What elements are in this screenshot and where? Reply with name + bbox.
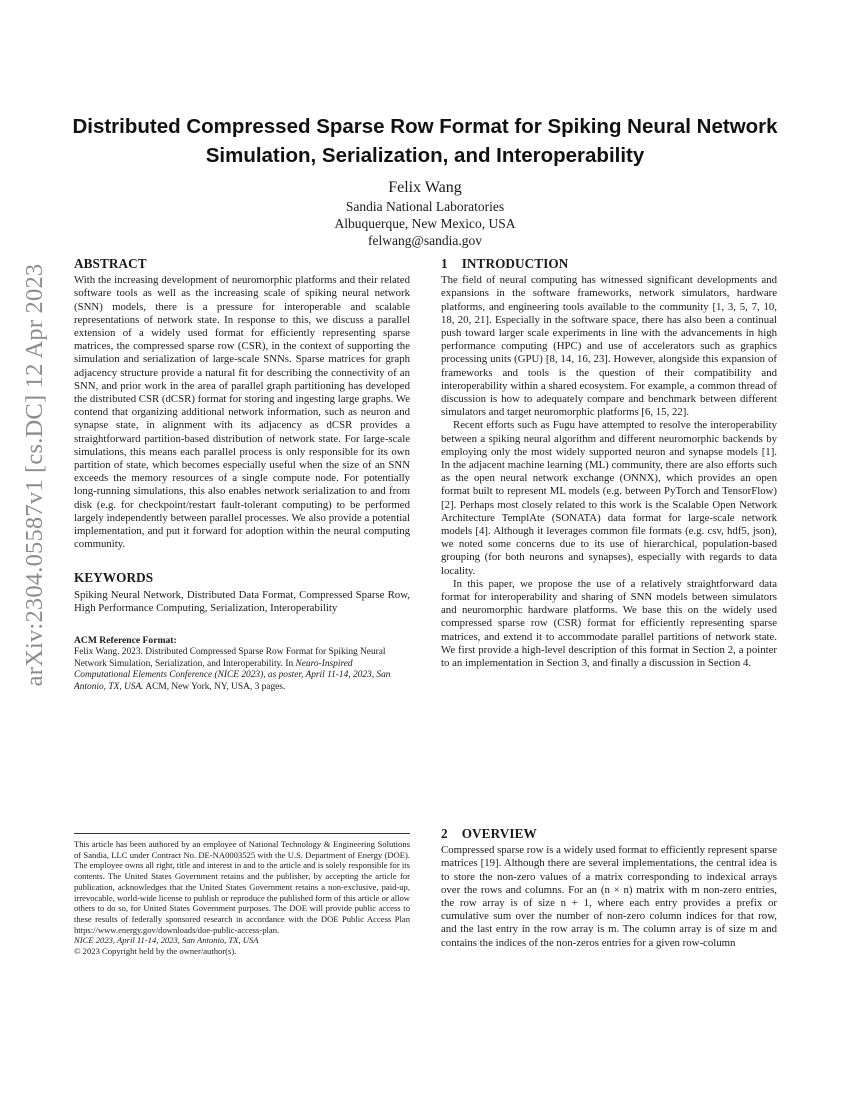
copyright-footnote (74, 833, 410, 957)
author-name: Felix Wang (388, 179, 462, 196)
left-column (74, 257, 410, 694)
overview-number: 2 (441, 826, 448, 841)
abstract-text: With the increasing development of neuromorphic platforms and their related software tools as well as the increasing scale of spiking neural network (SNN) models, there is a pressure for interoperable and scalable representations of network state. In response to this, we discuss a parallel extension of a widely used format for efficiently representing sparse matrices, the compressed sparse row (CSR), in the context of supporting the simulation and serialization of large-scale SNNs. Sparse matrices for graph adjacency structure provide a natural fit for describing the connectivity of an SNN, and prior work in the area of parallel graph partitioning has developed the distributed CSR (dCSR) format for storing and ingesting large graphs. We contend that organizing additional network information, such as neuron and synapse state, in alignment with its adjacency as dCSR provides a straightforward partition-based distribution of network state. For large-scale simulations, this means each parallel process is only responsible for its own partition of state, which becomes especially useful when the size of an SNN exceeds the memory resources of a single compute node. For potentially long-running simulations, this also enables network serialization to and from disk (e.g. for checkpoint/restart fault-tolerant computing) to be performed largely independently between parallel processes. We also provide a potential implementation, and put it forward for adoption within the neural computing community. (74, 274, 410, 551)
author-affiliation: Sandia National Laboratories (345, 199, 505, 214)
introduction-title: INTRODUCTION (461, 256, 569, 271)
introduction-paragraph-1: The field of neural computing has witnessed significant developments and expansions in the software frameworks, network simulators, hardware platforms, and engineering tools available to the community [1, 3, 5, 7, 10, 18, 20, 21]. Especially in the software space, there has also been a continual push toward larger scale experiments in line with the advancements in high performance computing (HPC) and use of accelerators such as graphics processing units (GPU) [8, 14, 16, 23]. However, alongside this expansion of frameworks and tools is the question of their compatibility and interoperability within a shared ecosystem. For example, a common thread of discussion is how to adequately compare and benchmark between different simulators and target neuromorphic platforms [6, 15, 22]. (441, 274, 777, 419)
author-block (0, 178, 850, 249)
footnote-text: This article has been authored by an employee of National Technology & Engineering Solutions of Sandia, LLC under Contract No. DE-NA0003525 with the U.S. Department of Energy (DOE). The employee owns all right, title and interest in and to the article and is solely responsible for its contents. The United States Government retains and the publisher, by accepting the article for publication, acknowledges that the United States Government retains a non-exclusive, paid-up, irrevocable, world-wide license to publish or reproduce the published form of this article or allow others to do so, for United States Government purposes. The DOE will provide public access to these results of federally sponsored research in accordance with the DOE Public Access Plan https://www.energy.gov/downloads/doe-public-access-plan. (74, 839, 410, 935)
arxiv-identifier: arXiv:2304.05587v1 [cs.DC] 12 Apr 2023 (21, 263, 48, 687)
arxiv-identifier-stamp (12, 265, 58, 685)
acm-reference-text (74, 647, 410, 694)
overview-heading (441, 827, 777, 840)
overview-title: OVERVIEW (461, 826, 537, 841)
overview-paragraph-1: Compressed sparse row is a widely used format to efficiently represent sparse matrices [19]. Although there are several implementations, the central idea is to store the non-zero values of a matrix corresponding to indexical arrays over the rows and columns. For an (n × n) matrix with m non-zero entries, the row array is of size n + 1, where each entry provides a prefix or cumulative sum over the number of non-zero column indices for that row, and the last entry in the row array is m. The column array is of size m and contains the indices of the non-zeros entries for a given row-column (441, 844, 777, 949)
introduction-number: 1 (441, 256, 448, 271)
footnote-venue: NICE 2023, April 11-14, 2023, San Antonio, TX, USA (74, 935, 259, 946)
acm-reference-text-a: Felix Wang. 2023. Distributed Compressed Sparse Row Format for Spiking Neural Network Simulation, Serialization, and Interoperability. In (74, 646, 386, 669)
acm-reference-heading: ACM Reference Format: (74, 635, 177, 647)
author-location: Albuquerque, New Mexico, USA (334, 216, 516, 231)
introduction-heading (441, 257, 777, 270)
keywords-section (74, 571, 410, 615)
keywords-text: Spiking Neural Network, Distributed Data Format, Compressed Sparse Row, High Performance Computing, Serialization, Interoperability (74, 588, 410, 614)
keywords-heading: KEYWORDS (74, 570, 154, 586)
acm-reference-venue: Neuro-Inspired Computational Elements Conference (NICE 2023), as poster, April 11-14, 2023, San Antonio, TX, USA. (74, 658, 391, 693)
abstract-heading: ABSTRACT (74, 256, 147, 271)
overview-section (441, 827, 777, 950)
author-email[interactable]: felwang@sandia.gov (367, 233, 483, 248)
acm-reference-section (74, 635, 410, 694)
introduction-paragraph-3: In this paper, we propose the use of a relatively straightforward data format for interoperability and sharing of SNN models between simulators and neuromorphic hardware platforms. We base this on the widely used compressed sparse row (CSR) format for efficiently representing sparse matrices, and extend it to accommodate parallel partitions of network state. We first provide a high-level description of this format in Section 2, a pointer to an implementation in Section 3, and finally a discussion in Section 4. (441, 577, 777, 670)
footnote-copyright: © 2023 Copyright held by the owner/author(s). (74, 946, 237, 957)
paper-title: Distributed Compressed Sparse Row Format for Spiking Neural Network Simulation, Serialization, and Interoperability (72, 115, 778, 167)
acm-reference-text-b: ACM, New York, NY, USA, 3 pages. (143, 682, 286, 693)
introduction-paragraph-2: Recent efforts such as Fugu have attempted to resolve the interoperability between a spiking neural algorithm and different neuromorphic backends by employing only the most widely supported neuron and synapse models [1]. In the adjacent machine learning (ML) community, there are also efforts such as the open neural network exchange (ONNX), which provides an open format built to represent ML models (e.g. between PyTorch and TensorFlow) [2]. Perhaps most closely related to this work is the Scalable Open Network Architecture TemplAte (SONATA) data format for large-scale network models [4]. Although it leverages common file formats (e.g. csv, hdf5, json), we noted some concerns due to its use of hierarchical, population-based grouping (for both neurons and synapses), especially with regards to data locality. (441, 419, 777, 577)
right-column (441, 257, 777, 670)
